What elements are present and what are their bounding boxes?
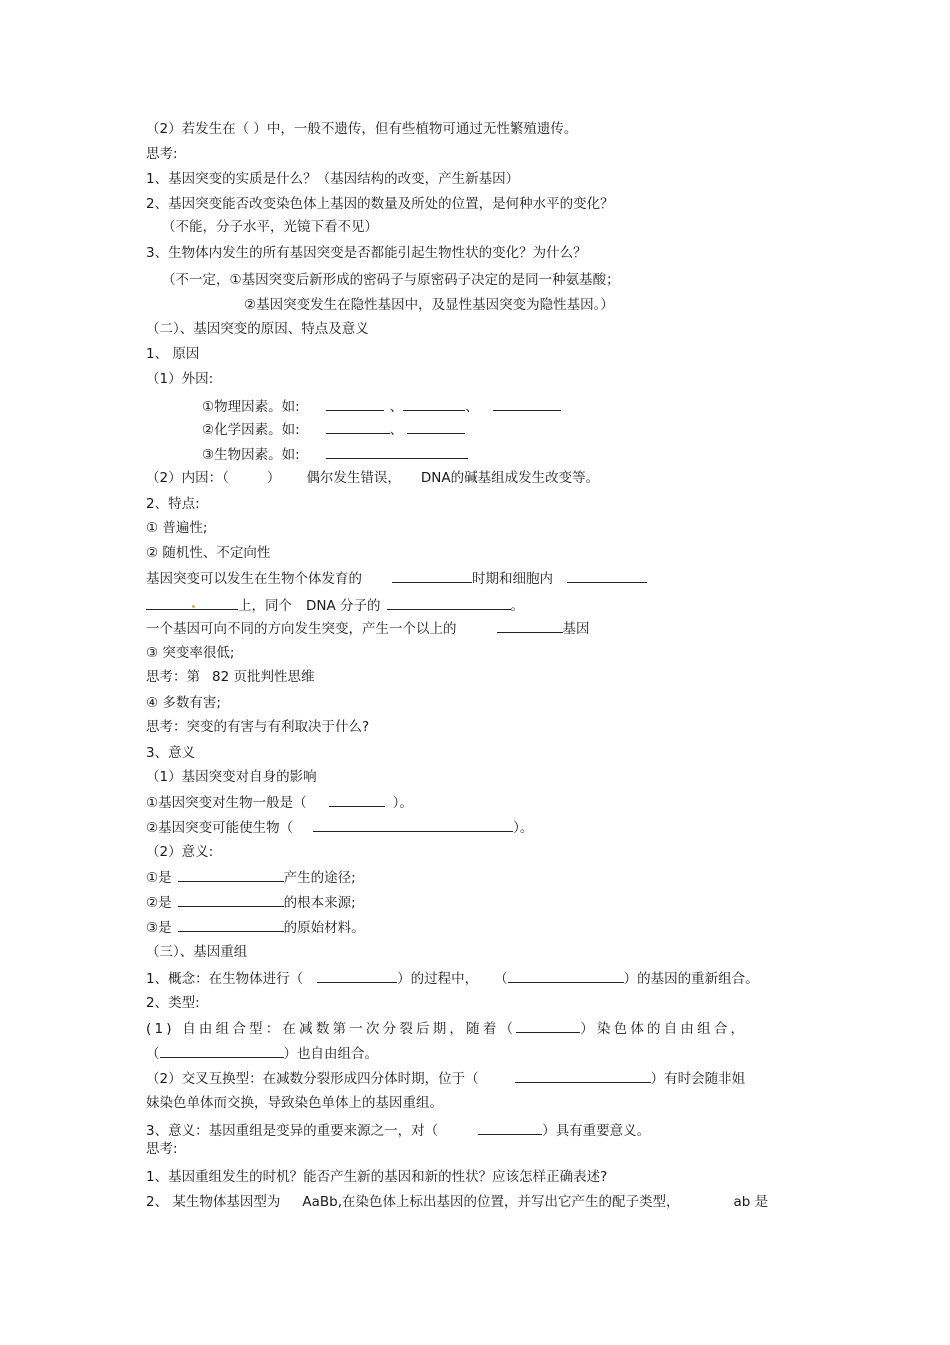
label: 1、概念：在生物体进行（ [146, 971, 304, 987]
fill-blank[interactable] [497, 619, 563, 633]
text-line: 2、基因突变能否改变染色体上基因的数量及所处的位置，是何种水平的变化？ [146, 196, 614, 212]
text-line: （2）意义: [146, 844, 214, 860]
fill-blank[interactable] [407, 420, 465, 434]
text-line [146, 569, 647, 588]
text-line: ② 随机性、不定向性 [146, 545, 271, 561]
text-line: 3、意义 [146, 745, 196, 761]
text-line [146, 793, 413, 812]
label: 82 页批判性思维 [212, 669, 315, 685]
text-line [146, 596, 524, 615]
fill-blank[interactable] [326, 445, 468, 459]
separator: 、 [389, 422, 404, 438]
fill-blank[interactable] [403, 397, 465, 411]
label: ）也自由组合。 [283, 1046, 378, 1062]
text-line [146, 1019, 747, 1038]
fill-blank[interactable] [516, 1019, 580, 1033]
label: 。 [510, 598, 525, 614]
fill-blank[interactable] [160, 1044, 284, 1058]
label: DNA的碱基组成发生改变等。 [420, 470, 600, 486]
fill-blank[interactable] [146, 596, 238, 610]
separator: 、 [389, 399, 404, 415]
text-line [202, 397, 561, 416]
label: ）。 [392, 795, 413, 811]
text-line [146, 818, 533, 837]
text-line: （不能，分子水平，光镜下看不见） [162, 219, 378, 235]
label: (1) 自由组合型：在减数第一次分裂后期，随着（ [146, 1021, 517, 1037]
label: 一个基因可向不同的方向发生突变，产生一个以上的 [146, 621, 457, 637]
fill-blank[interactable] [313, 818, 513, 832]
fill-blank[interactable] [387, 596, 511, 610]
text-line [146, 619, 590, 638]
text-line: ③ 突变率很低; [146, 645, 235, 661]
label: （ [494, 971, 508, 987]
section-heading: （二）、基因突变的原因、特点及意义 [146, 321, 369, 337]
text-line: 1、基因重组发生的时机？能否产生新的基因和新的性状？应该怎样正确表述? [146, 1169, 608, 1185]
fill-blank[interactable] [508, 969, 624, 983]
text-line: （不一定，①基因突变后新形成的密码子与原密码子决定的是同一种氨基酸； [162, 272, 620, 288]
fill-blank[interactable] [493, 397, 561, 411]
text-line: 3、生物体内发生的所有基因突变是否都能引起生物性状的变化？为什么？ [146, 245, 587, 261]
text-line: 思考: [146, 146, 178, 162]
label: DNA 分子的 [306, 598, 381, 614]
text-line: 妹染色单体而交换，导致染色单体上的基因重组。 [146, 1095, 443, 1111]
text-line [202, 420, 465, 439]
text-line [146, 1044, 378, 1063]
text-line: 1、基因突变的实质是什么？（基因结构的改变，产生新基因） [146, 171, 520, 187]
text-line: 2、类型: [146, 995, 200, 1011]
fill-blank[interactable] [178, 918, 284, 932]
text-line: （2）若发生在（ ）中，一般不遗传，但有些植物可通过无性繁殖遗传。 [146, 121, 578, 137]
text-line: 思考：突变的有害与有利取决于什么? [146, 719, 370, 735]
text-line [146, 1121, 650, 1140]
fill-blank[interactable] [326, 397, 384, 411]
text-line: ④ 多数有害; [146, 695, 221, 711]
fill-blank[interactable] [317, 969, 397, 983]
label: 产生的途径; [283, 870, 356, 886]
fill-blank[interactable] [178, 868, 284, 882]
label: ）具有重要意义。 [542, 1123, 651, 1139]
label: ②基因突变可能使生物（ [146, 820, 294, 836]
fill-blank[interactable] [326, 420, 390, 434]
label: 思考：第 [146, 669, 200, 685]
fill-blank[interactable] [329, 793, 385, 807]
label: ②是 [146, 895, 172, 911]
label: AaBb,在染色体上标出基因的位置，并写出它产生的配子类型， [302, 1194, 680, 1210]
fill-blank[interactable] [178, 893, 284, 907]
text-line [146, 868, 356, 887]
text-line [146, 893, 356, 912]
text-line: 1、 原因 [146, 346, 200, 362]
label: 2、 某生物体基因型为 [146, 1194, 281, 1210]
label: 基因突变可以发生在生物个体发育的 [146, 571, 362, 587]
separator: 、 [465, 399, 479, 415]
label: 3、意义：基因重组是变异的重要来源之一，对（ [146, 1123, 439, 1139]
label: ）有时会随非姐 [650, 1071, 746, 1087]
text-line: （1）外因: [146, 371, 214, 387]
text-line: ②基因突变发生在隐性基因中，及显性基因突变为隐性基因。） [244, 297, 614, 313]
text-line [146, 469, 599, 487]
label: ③是 [146, 920, 172, 936]
label: ③生物因素。如: [202, 447, 300, 463]
label: 基因 [562, 621, 590, 637]
label: ②化学因素。如: [202, 422, 300, 438]
label: 偶尔发生错误， [306, 470, 401, 486]
label: ） [266, 470, 281, 486]
label: 上，同个 [238, 598, 292, 614]
text-line [202, 445, 468, 464]
label: ）染色体的自由组合， [580, 1021, 748, 1037]
text-line [146, 918, 365, 937]
text-line [146, 1193, 768, 1211]
label: ）。 [513, 820, 534, 836]
text-line: （1）基因突变对自身的影响 [146, 769, 317, 785]
label: （2）内因：（ [146, 470, 229, 486]
text-line: 2、特点: [146, 496, 200, 512]
section-heading: （三）、基因重组 [146, 944, 248, 960]
fill-blank[interactable] [478, 1121, 542, 1135]
label: 的原始材料。 [283, 920, 365, 936]
text-line [146, 1069, 745, 1088]
fill-blank[interactable] [392, 569, 472, 583]
label: 的根本来源; [283, 895, 356, 911]
label: ）的基因的重新组合。 [623, 971, 759, 987]
text-line: 思考: [146, 1141, 178, 1157]
label: ）的过程中， [397, 971, 479, 987]
text-line [146, 668, 314, 686]
label: ①基因突变对生物一般是（ [146, 795, 307, 811]
label: ①物理因素。如: [202, 399, 300, 415]
text-line [146, 969, 759, 988]
label: ①是 [146, 870, 172, 886]
text-line: ① 普遍性; [146, 520, 208, 536]
label: ab 是 [733, 1194, 769, 1210]
label: （2）交叉互换型：在减数分裂形成四分体时期，位于（ [146, 1071, 479, 1087]
fill-blank[interactable] [567, 569, 647, 583]
fill-blank[interactable] [515, 1069, 651, 1083]
label: 时期和细胞内 [472, 571, 553, 587]
label: （ [146, 1046, 160, 1062]
